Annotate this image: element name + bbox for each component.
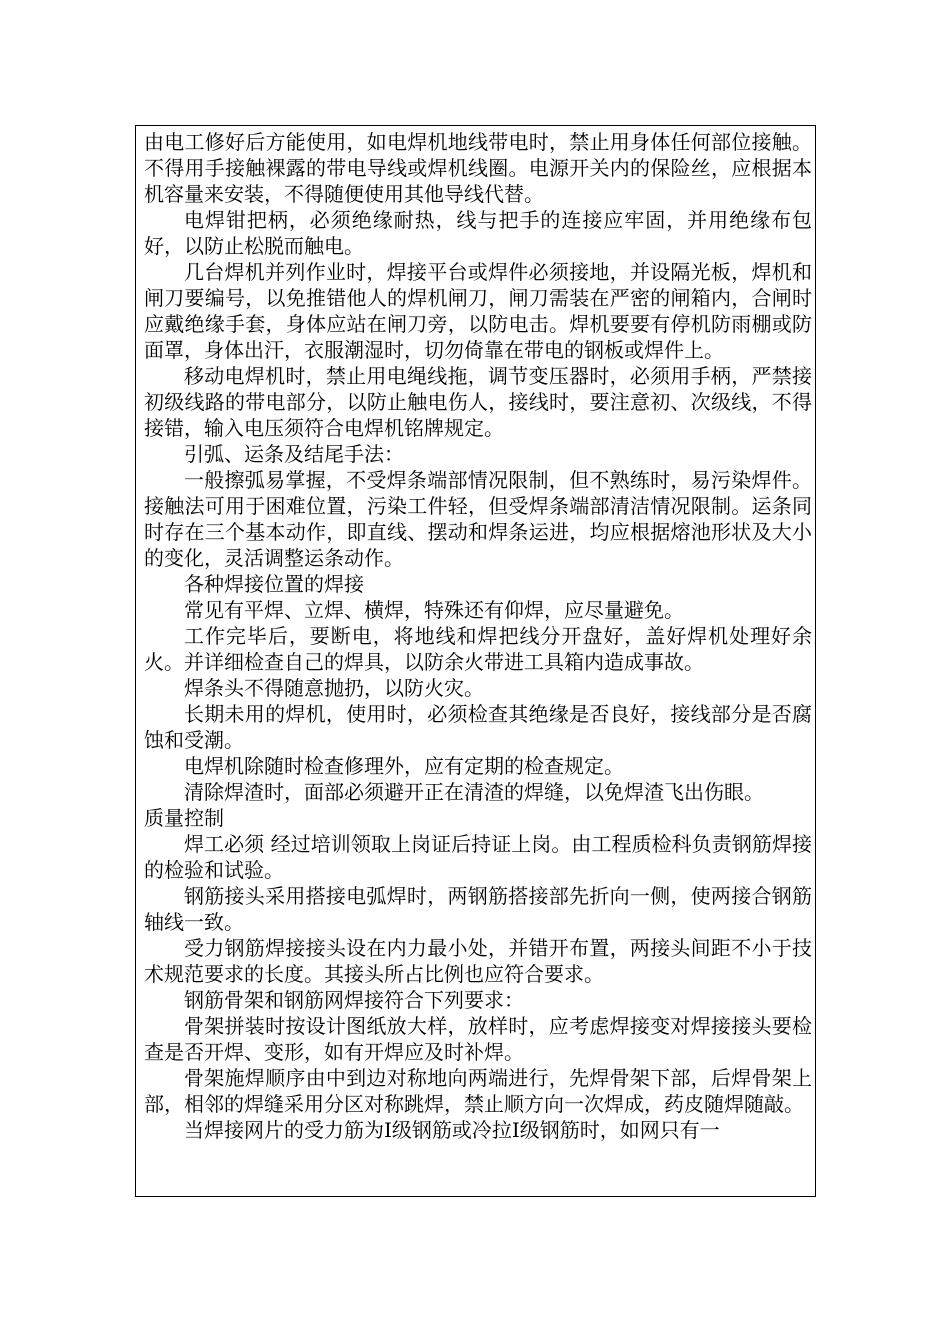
paragraph: 常见有平焊、立焊、横焊，特殊还有仰焊，应尽量避免。 bbox=[184, 598, 684, 622]
paragraph: 骨架拼装时按设计图纸放大样，放样时，应考虑焊接变对焊接接头要检查是否开焊、变形，如有开焊应及时补焊。 bbox=[144, 1014, 812, 1064]
paragraph: 一般擦弧易掌握，不受焊条端部情况限制，但不熟练时，易污染焊件。接触法可用于困难位置，污染工件轻，但受焊条端部清洁情况限制。运条同时存在三个基本动作，即直线、摆动和焊条运进，均应根据熔池形状及大小的变化，灵活调整运条动作。 bbox=[144, 468, 812, 570]
paragraph: 电焊机除随时检查修理外，应有定期的检查规定。 bbox=[184, 754, 624, 778]
paragraph: 电焊钳把柄，必须绝缘耐热，线与把手的连接应牢固，并用绝缘布包好，以防止松脱而触电。 bbox=[144, 208, 812, 258]
document-body bbox=[144, 129, 812, 1143]
paragraph: 钢筋接头采用搭接电弧焊时，两钢筋搭接部先折向一侧，使两接合钢筋轴线一致。 bbox=[144, 884, 812, 934]
paragraph: 焊条头不得随意抛扔，以防火灾。 bbox=[184, 676, 484, 700]
paragraph: 几台焊机并列作业时，焊接平台或焊件必须接地，并设隔光板，焊机和闸刀要编号，以免推错他人的焊机闸刀，闸刀需装在严密的闸箱内，合闸时应戴绝缘手套，身体应站在闸刀旁，以防电击。焊机要要有停机防雨棚或防面罩，身体出汗，衣服潮湿时，切勿倚靠在带电的钢板或焊件上。 bbox=[144, 260, 812, 362]
paragraph: 由电工修好后方能使用，如电焊机地线带电时，禁止用身体任何部位接触。不得用手接触裸露的带电导线或焊机线圈。电源开关内的保险丝，应根据本机容量来安装，不得随便使用其他导线代替。 bbox=[144, 130, 812, 206]
paragraph: 长期未用的焊机，使用时，必须检查其绝缘是否良好，接线部分是否腐蚀和受潮。 bbox=[144, 702, 812, 752]
subheading: 各种焊接位置的焊接 bbox=[184, 572, 364, 596]
paragraph: 当焊接网片的受力筋为I级钢筋或冷拉I级钢筋时，如网只有一 bbox=[184, 1118, 720, 1142]
paragraph: 工作完毕后，要断电，将地线和焊把线分开盘好，盖好焊机处理好余火。并详细检查自己的焊具，以防余火带进工具箱内造成事故。 bbox=[144, 624, 812, 674]
paragraph: 焊工必须 经过培训领取上岗证后持证上岗。由工程质检科负责钢筋焊接的检验和试验。 bbox=[144, 832, 812, 882]
paragraph: 清除焊渣时，面部必须避开正在清渣的焊缝，以免焊渣飞出伤眼。 bbox=[184, 780, 764, 804]
subheading: 引弧、运条及结尾手法： bbox=[184, 442, 404, 466]
paragraph: 钢筋骨架和钢筋网焊接符合下列要求： bbox=[184, 988, 524, 1012]
paragraph: 受力钢筋焊接接头设在内力最小处，并错开布置，两接头间距不小于技术规范要求的长度。其接头所占比例也应符合要求。 bbox=[144, 936, 812, 986]
paragraph: 移动电焊机时，禁止用电绳线拖，调节变压器时，必须用手柄，严禁接初级线路的带电部分，以防止触电伤人，接线时，要注意初、次级线，不得接错，输入电压须符合电焊机铭牌规定。 bbox=[144, 364, 812, 440]
section-heading: 质量控制 bbox=[144, 806, 224, 830]
paragraph: 骨架施焊顺序由中到边对称地向两端进行，先焊骨架下部，后焊骨架上部，相邻的焊缝采用分区对称跳焊，禁止顺方向一次焊成，药皮随焊随敲。 bbox=[144, 1066, 812, 1116]
